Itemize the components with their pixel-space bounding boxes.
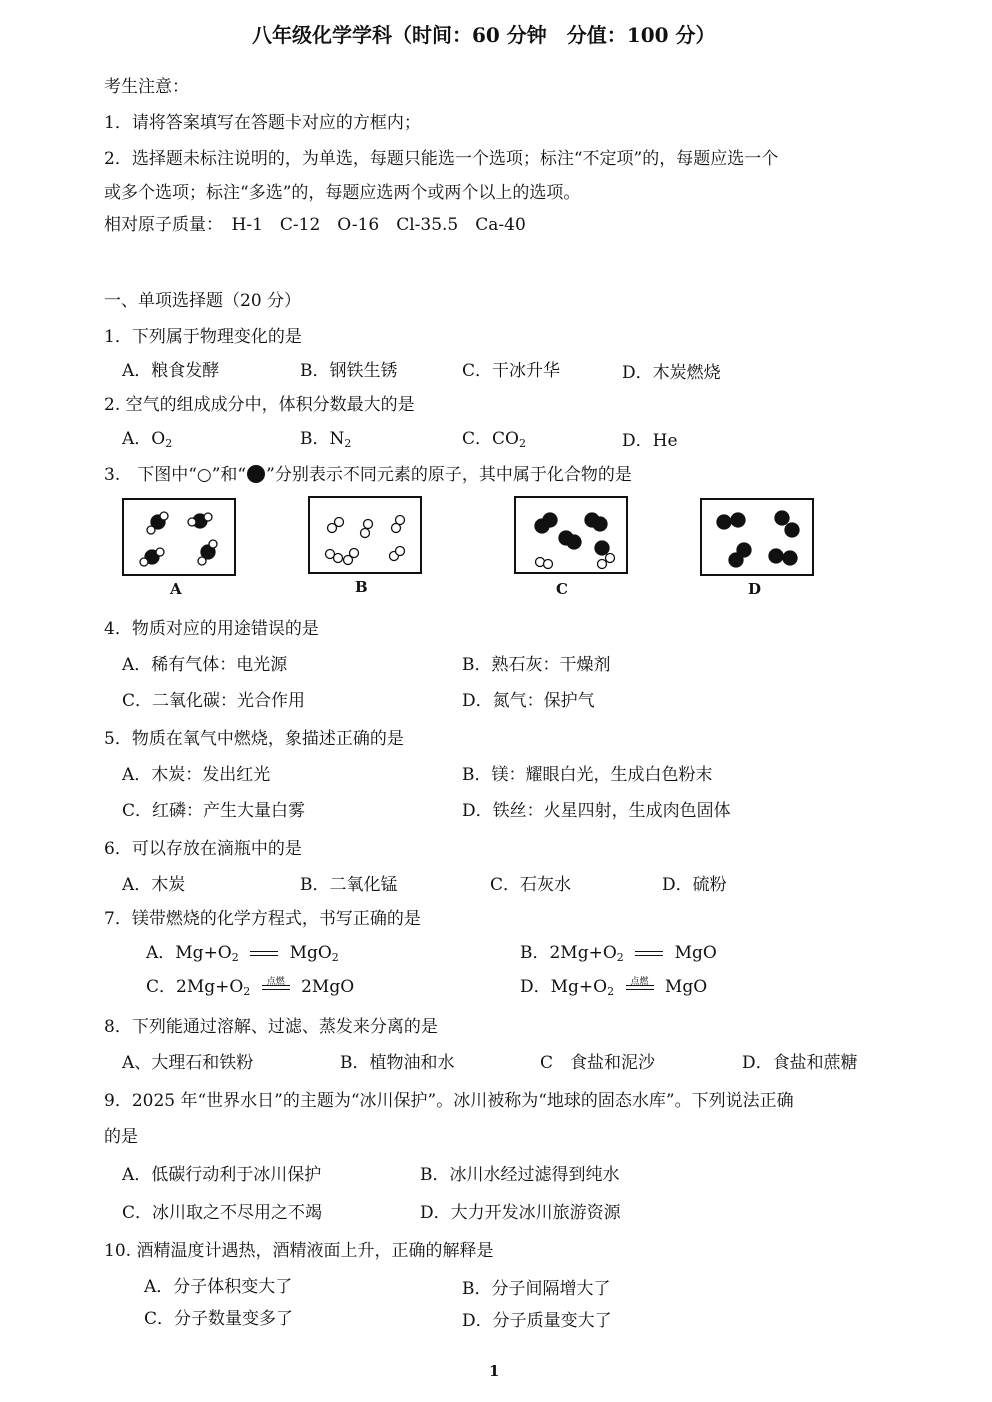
question-1-option-a[interactable]: A．粮食发酵 <box>122 361 220 381</box>
question-2-stem: 2. 空气的组成成分中，体积分数最大的是 <box>104 395 415 415</box>
question-8-option-d[interactable]: D．食盐和蔗糖 <box>742 1053 858 1073</box>
notice-heading: 考生注意： <box>104 77 189 97</box>
page-number: 1 <box>489 1362 500 1380</box>
ignition-equals-icon: 点燃 <box>620 977 660 999</box>
section-1-heading: 一、单项选择题（20 分） <box>104 291 302 311</box>
question-4-option-c[interactable]: C．二氧化碳：光合作用 <box>122 691 306 711</box>
filled-atom-icon <box>247 465 265 483</box>
diagram-label-a: A <box>170 580 182 598</box>
question-2-option-b[interactable]: B．$N_2$ <box>300 429 352 450</box>
question-2-option-a[interactable]: A．$O_2$ <box>122 429 173 450</box>
question-4-option-a[interactable]: A．稀有气体：电光源 <box>122 655 288 675</box>
question-4-stem: 4．物质对应的用途错误的是 <box>104 619 319 639</box>
question-1-option-c[interactable]: C．干冰升华 <box>462 361 561 381</box>
diagram-box-b[interactable] <box>308 496 422 574</box>
question-7-option-a[interactable]: A．$Mg+O_2$ MgO$_2$ <box>146 943 339 964</box>
question-5-stem: 5．物质在氧气中燃烧，象描述正确的是 <box>104 729 404 749</box>
equals-sign-icon <box>629 943 669 965</box>
question-10-option-b[interactable]: B．分子间隔增大了 <box>462 1279 611 1299</box>
question-1-stem: 1．下列属于物理变化的是 <box>104 327 302 347</box>
question-9-option-b[interactable]: B．冰川水经过滤得到纯水 <box>420 1165 620 1185</box>
diagram-label-b: B <box>355 578 368 596</box>
question-10-option-a[interactable]: A．分子体积变大了 <box>144 1277 293 1297</box>
question-6-option-c[interactable]: C．石灰水 <box>490 875 572 895</box>
question-7-option-d[interactable]: D．$Mg+O_2$ 点燃 MgO <box>520 976 708 998</box>
question-9-stem-line-2: 的是 <box>104 1127 138 1147</box>
question-10-option-d[interactable]: D．分子质量变大了 <box>462 1311 612 1331</box>
notice-item-2-line-1: 2．选择题未标注说明的，为单选，每题只能选一个选项；标注“不定项”的，每题应选一个 <box>104 149 779 169</box>
molecule-diagram-c <box>516 498 626 572</box>
equals-sign-icon <box>244 943 284 965</box>
diagram-box-a[interactable] <box>122 498 236 576</box>
question-4-option-d[interactable]: D．氮气：保护气 <box>462 691 595 711</box>
question-8-option-a[interactable]: A、大理石和铁粉 <box>122 1053 254 1073</box>
atomic-mass-table: 相对原子质量： H-1 C-12 O-16 Cl-35.5 Ca-40 <box>104 215 526 235</box>
question-6-option-b[interactable]: B．二氧化锰 <box>300 875 398 895</box>
question-10-stem: 10. 酒精温度计遇热，酒精液面上升，正确的解释是 <box>104 1241 494 1261</box>
question-2-option-d[interactable]: D．He <box>622 431 678 451</box>
question-8-option-b[interactable]: B．植物油和水 <box>340 1053 455 1073</box>
question-1-option-b[interactable]: B．钢铁生锈 <box>300 361 398 381</box>
question-9-stem-line-1: 9．2025 年“世界水日”的主题为“冰川保护”。冰川被称为“地球的固态水库”。下列说法正确 <box>104 1091 794 1111</box>
question-7-option-c[interactable]: C．$2Mg+O_2$ 点燃 2MgO <box>146 976 355 998</box>
question-7-option-b[interactable]: B．$2Mg+O_2$ MgO <box>520 943 717 964</box>
question-9-option-d[interactable]: D．大力开发冰川旅游资源 <box>420 1203 621 1223</box>
question-3-stem: 3. 下图中“○”和“ ”分别表示不同元素的原子，其中属于化合物的是 <box>104 465 632 485</box>
molecule-diagram-b <box>310 498 420 572</box>
ignition-equals-icon: 点燃 <box>256 977 296 999</box>
question-5-option-b[interactable]: B．镁：耀眼白光，生成白色粉末 <box>462 765 713 785</box>
diagram-box-c[interactable] <box>514 496 628 574</box>
diagram-label-d: D <box>748 580 762 598</box>
question-5-option-c[interactable]: C．红磷：产生大量白雾 <box>122 801 306 821</box>
question-8-option-c[interactable]: C 食盐和泥沙 <box>540 1053 656 1073</box>
question-1-option-d[interactable]: D．木炭燃烧 <box>622 363 721 383</box>
molecule-diagram-a <box>124 500 234 574</box>
question-5-option-d[interactable]: D．铁丝：火星四射，生成肉色固体 <box>462 801 731 821</box>
question-9-option-a[interactable]: A．低碳行动利于冰川保护 <box>122 1165 322 1185</box>
question-6-stem: 6．可以存放在滴瓶中的是 <box>104 839 302 859</box>
question-7-stem: 7．镁带燃烧的化学方程式，书写正确的是 <box>104 909 421 929</box>
page-title: 八年级化学学科（时间：60 分钟 分值：100 分） <box>252 23 716 47</box>
question-5-option-a[interactable]: A．木炭：发出红光 <box>122 765 271 785</box>
question-9-option-c[interactable]: C．冰川取之不尽用之不竭 <box>122 1203 323 1223</box>
question-6-option-a[interactable]: A．木炭 <box>122 875 186 895</box>
notice-item-1: 1．请将答案填写在答题卡对应的方框内； <box>104 113 421 133</box>
question-4-option-b[interactable]: B．熟石灰：干燥剂 <box>462 655 611 675</box>
diagram-box-d[interactable] <box>700 498 814 576</box>
question-8-stem: 8．下列能通过溶解、过滤、蒸发来分离的是 <box>104 1017 438 1037</box>
diagram-label-c: C <box>556 580 568 598</box>
molecule-diagram-d <box>702 500 812 574</box>
question-2-option-c[interactable]: C．$CO_2$ <box>462 429 526 450</box>
notice-item-2-line-2: 或多个选项；标注“多选”的，每题应选两个或两个以上的选项。 <box>104 183 581 203</box>
question-10-option-c[interactable]: C．分子数量变多了 <box>144 1309 294 1329</box>
question-6-option-d[interactable]: D．硫粉 <box>662 875 727 895</box>
